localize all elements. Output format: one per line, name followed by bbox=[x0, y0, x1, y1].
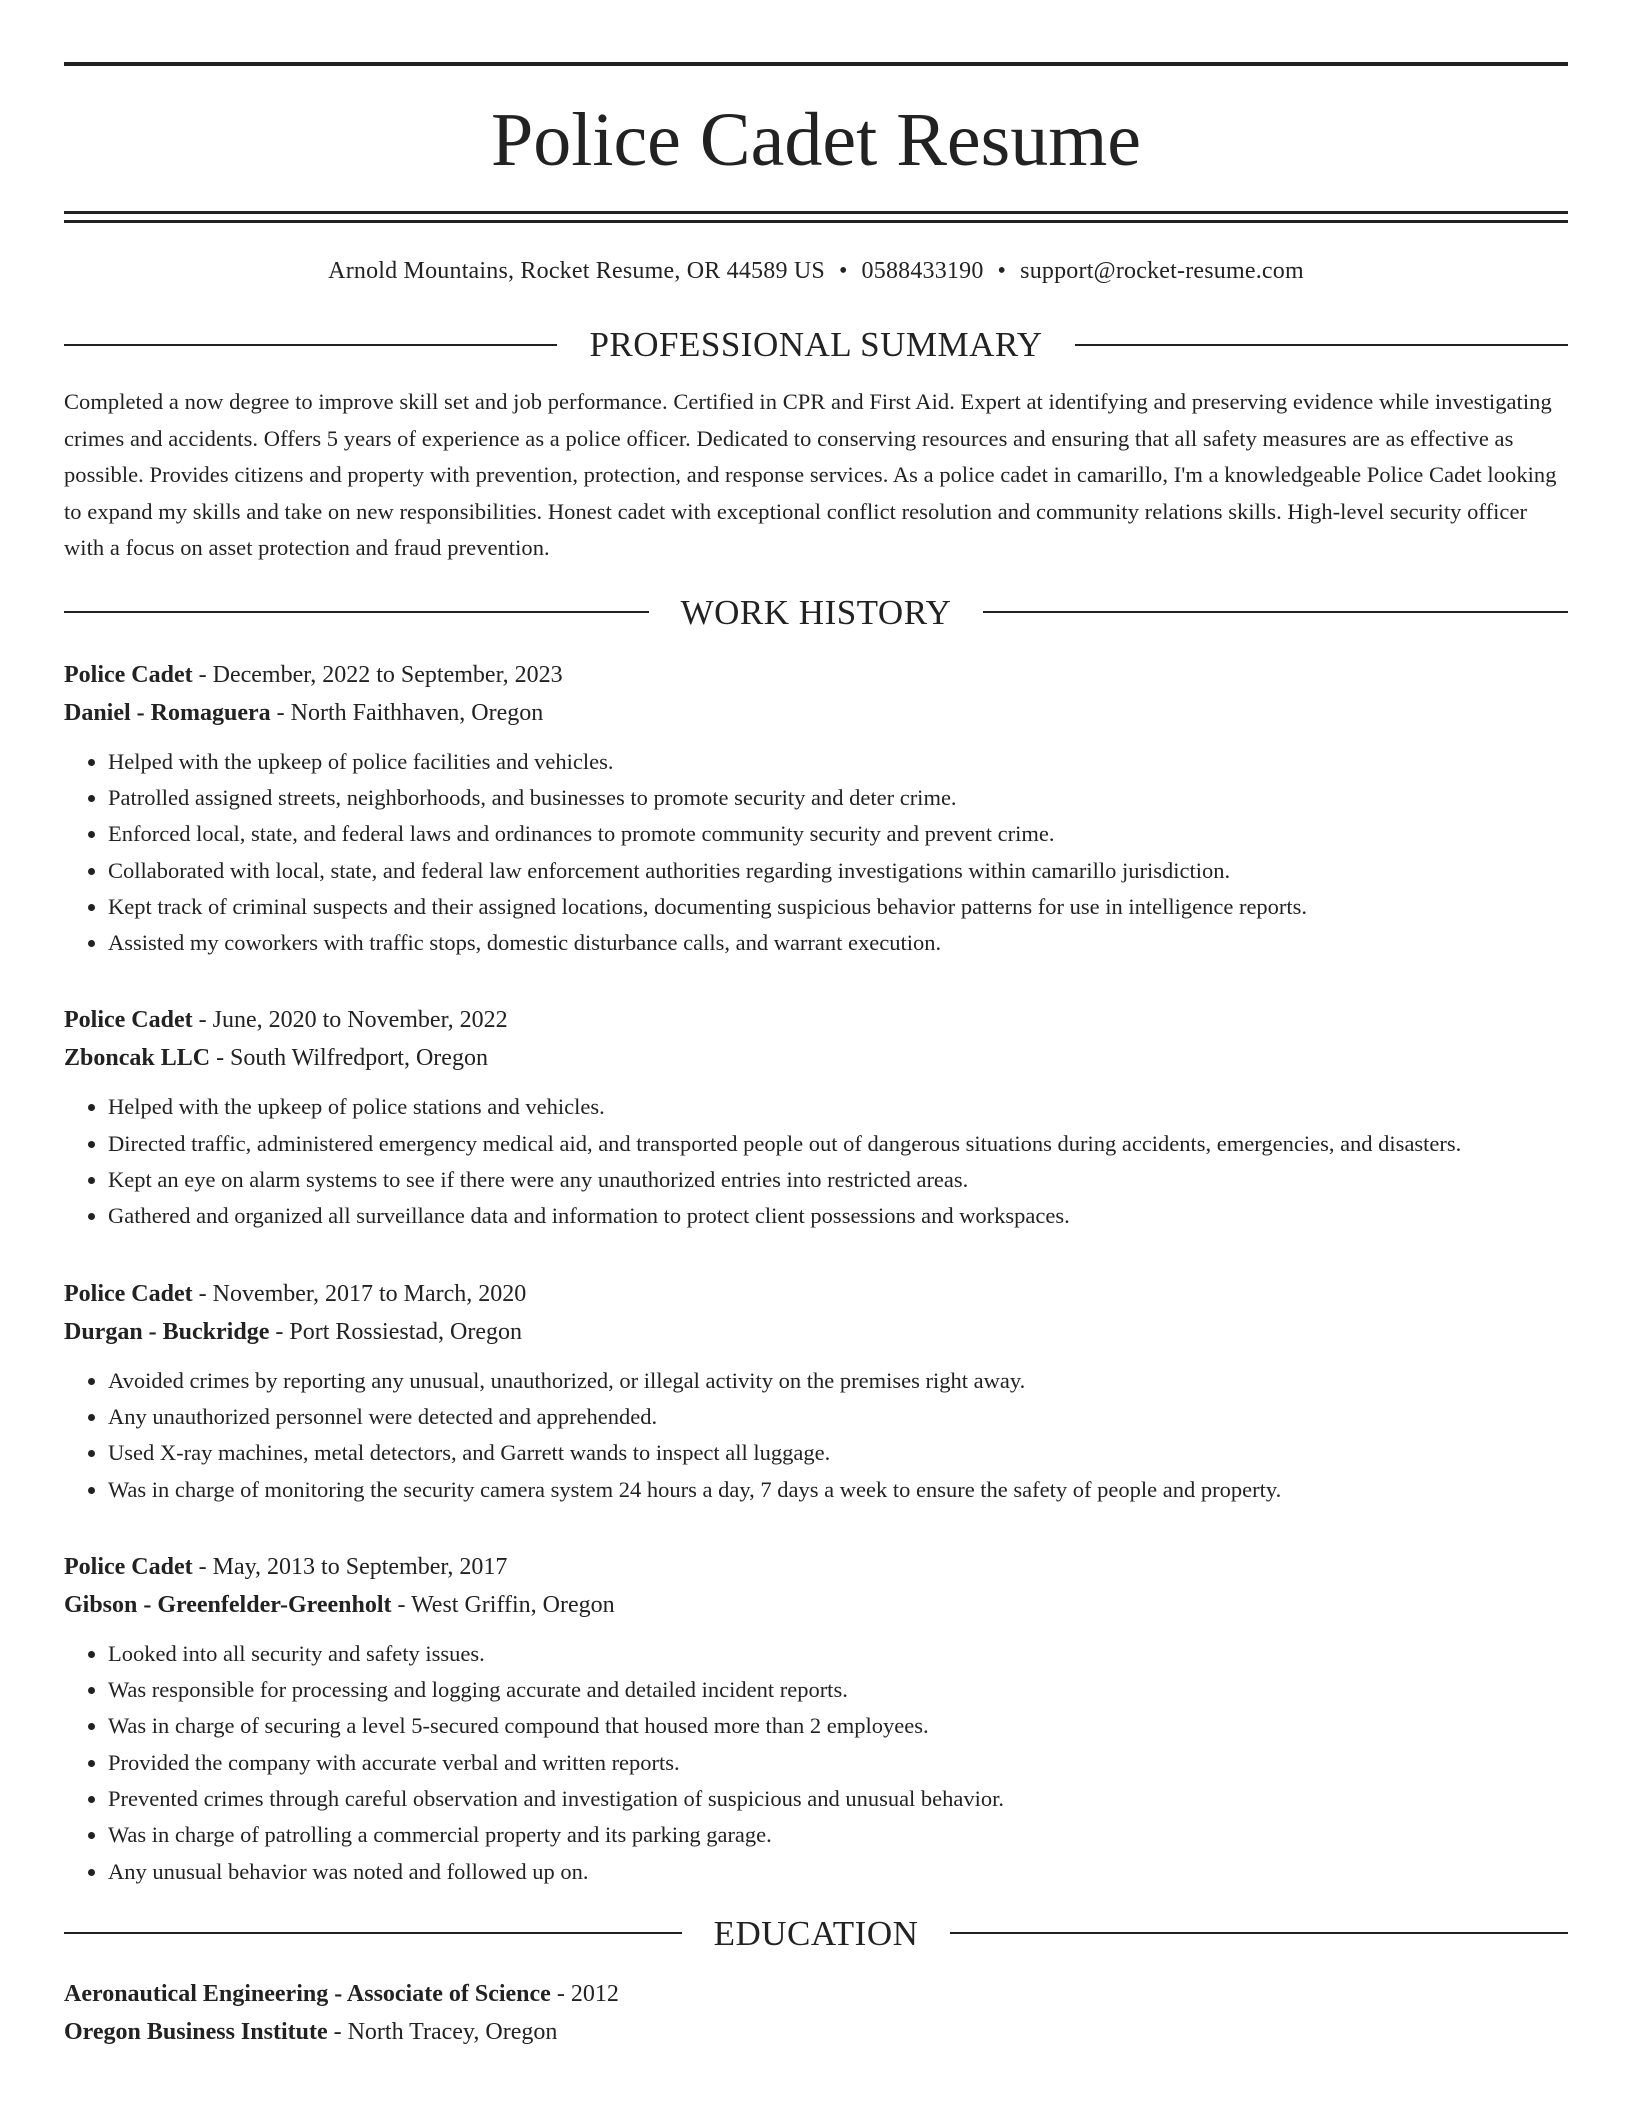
contact-phone: 0588433190 bbox=[861, 258, 984, 284]
education-location: - North Tracey, Oregon bbox=[327, 2018, 558, 2045]
list-item: • Any unauthorized personnel were detected and apprehended. bbox=[108, 1399, 1568, 1435]
work-section-heading bbox=[64, 592, 1568, 632]
contact-separator: • bbox=[838, 258, 848, 284]
job-employer: Gibson - Greenfelder-Greenholt bbox=[64, 1591, 392, 1618]
work-heading: WORK HISTORY bbox=[680, 592, 952, 632]
list-item: • Helped with the upkeep of police stations and vehicles. bbox=[108, 1089, 1568, 1125]
heading-rule-left bbox=[64, 1932, 682, 1934]
job-employer: Daniel - Romaguera bbox=[64, 699, 271, 726]
list-item: • Collaborated with local, state, and federal law enforcement authorities regarding investigations within camarillo jurisdiction. bbox=[108, 853, 1568, 889]
heading-rule-right bbox=[950, 1932, 1568, 1934]
list-item: • Prevented crimes through careful observation and investigation of suspicious and unusual behavior. bbox=[108, 1781, 1568, 1817]
list-item: • Used X-ray machines, metal detectors, and Garrett wands to inspect all luggage. bbox=[108, 1435, 1568, 1471]
job-title: Police Cadet bbox=[64, 1553, 193, 1580]
job-location: - South Wilfredport, Oregon bbox=[210, 1045, 488, 1072]
job-location: - North Faithhaven, Oregon bbox=[270, 699, 544, 726]
summary-heading: PROFESSIONAL SUMMARY bbox=[589, 325, 1043, 365]
list-item: • Provided the company with accurate verbal and written reports. bbox=[108, 1745, 1568, 1781]
job-entry bbox=[64, 1275, 1568, 1508]
page-title: Police Cadet Resume bbox=[490, 98, 1142, 182]
contact-address: Arnold Mountains, Rocket Resume, OR 44589 US bbox=[328, 258, 825, 284]
list-item: • Helped with the upkeep of police facilities and vehicles. bbox=[108, 744, 1568, 780]
job-bullets bbox=[64, 1089, 1568, 1234]
list-item: • Directed traffic, administered emergency medical aid, and transported people out of dangerous situations during accidents, emergencies, and disasters. bbox=[108, 1126, 1568, 1162]
heading-rule-right bbox=[1075, 344, 1568, 346]
list-item: • Assisted my coworkers with traffic stops, domestic disturbance calls, and warrant execution. bbox=[108, 925, 1568, 961]
list-item: • Was in charge of securing a level 5-secured compound that housed more than 2 employees. bbox=[108, 1708, 1568, 1744]
list-item: • Kept track of criminal suspects and their assigned locations, documenting suspicious behavior patterns for use in intelligence reports. bbox=[108, 889, 1568, 925]
list-item: • Gathered and organized all surveillance data and information to protect client possessions and workspaces. bbox=[108, 1198, 1568, 1234]
title-double-rule bbox=[64, 211, 1568, 223]
list-item: • Looked into all security and safety issues. bbox=[108, 1636, 1568, 1672]
job-title-line bbox=[64, 1275, 1568, 1313]
job-employer-line bbox=[64, 1586, 1568, 1624]
job-bullets bbox=[64, 744, 1568, 962]
education-entry bbox=[64, 1975, 1568, 2051]
job-title-line bbox=[64, 1548, 1568, 1586]
job-location: - West Griffin, Oregon bbox=[391, 1591, 615, 1618]
job-entry bbox=[64, 656, 1568, 962]
education-degree: Aeronautical Engineering - Associate of Science bbox=[64, 1980, 551, 2007]
contact-email: support@rocket-resume.com bbox=[1020, 258, 1304, 284]
job-dates: - May, 2013 to September, 2017 bbox=[192, 1553, 508, 1580]
job-dates: - December, 2022 to September, 2023 bbox=[192, 661, 563, 688]
job-title: Police Cadet bbox=[64, 661, 193, 688]
job-title: Police Cadet bbox=[64, 1280, 193, 1307]
job-employer-line bbox=[64, 694, 1568, 732]
job-title: Police Cadet bbox=[64, 1007, 193, 1034]
list-item: • Was in charge of patrolling a commercial property and its parking garage. bbox=[108, 1817, 1568, 1853]
job-bullets bbox=[64, 1363, 1568, 1508]
heading-rule-right bbox=[983, 611, 1568, 613]
education-degree-line bbox=[64, 1975, 1568, 2013]
contact-separator: • bbox=[997, 258, 1007, 284]
heading-rule-left bbox=[64, 611, 649, 613]
job-employer: Zboncak LLC bbox=[64, 1045, 211, 1072]
education-school: Oregon Business Institute bbox=[64, 2018, 328, 2045]
top-rule bbox=[64, 62, 1568, 66]
job-dates: - June, 2020 to November, 2022 bbox=[192, 1007, 508, 1034]
job-title-line bbox=[64, 1001, 1568, 1039]
job-location: - Port Rossiestad, Oregon bbox=[269, 1318, 523, 1345]
job-bullets bbox=[64, 1636, 1568, 1890]
heading-rule-left bbox=[64, 344, 557, 346]
contact-line bbox=[64, 256, 1568, 287]
summary-section-heading bbox=[64, 325, 1568, 365]
education-year: - 2012 bbox=[550, 1980, 619, 2007]
job-entry bbox=[64, 1548, 1568, 1890]
education-section-heading bbox=[64, 1913, 1568, 1953]
list-item: • Enforced local, state, and federal laws and ordinances to promote community security and prevent crime. bbox=[108, 816, 1568, 852]
job-employer: Durgan - Buckridge bbox=[64, 1318, 270, 1345]
education-heading: EDUCATION bbox=[713, 1913, 919, 1953]
job-dates: - November, 2017 to March, 2020 bbox=[192, 1280, 527, 1307]
list-item: • Patrolled assigned streets, neighborhoods, and businesses to promote security and deter crime. bbox=[108, 780, 1568, 816]
job-employer-line bbox=[64, 1039, 1568, 1077]
list-item: • Was responsible for processing and logging accurate and detailed incident reports. bbox=[108, 1672, 1568, 1708]
list-item: • Any unusual behavior was noted and followed up on. bbox=[108, 1854, 1568, 1890]
list-item: • Avoided crimes by reporting any unusual, unauthorized, or illegal activity on the premises right away. bbox=[108, 1363, 1568, 1399]
education-school-line bbox=[64, 2013, 1568, 2051]
resume-page bbox=[64, 0, 1568, 2051]
job-employer-line bbox=[64, 1313, 1568, 1351]
list-item: • Was in charge of monitoring the security camera system 24 hours a day, 7 days a week to ensure the safety of people and property. bbox=[108, 1472, 1568, 1508]
list-item: • Kept an eye on alarm systems to see if there were any unauthorized entries into restricted areas. bbox=[108, 1162, 1568, 1198]
job-entry bbox=[64, 1001, 1568, 1234]
job-title-line bbox=[64, 656, 1568, 694]
summary-text: Completed a now degree to improve skill set and job performance. Certified in CPR and First Aid. Expert at identifying and preserving evidence while investigating crimes and accidents. Offers 5 years of experience as a police officer. Dedicated to conserving resources and ensuring that all safety measures are as effective as possible. Provides citizens and property with prevention, protection, and response services. As a police cadet in camarillo, I'm a knowledgeable Police Cadet looking to expand my skills and take on new responsibilities. Honest cadet with exceptional conflict resolution and community relations skills. High-level security officer with a focus on asset protection and fraud prevention. bbox=[64, 389, 1557, 561]
